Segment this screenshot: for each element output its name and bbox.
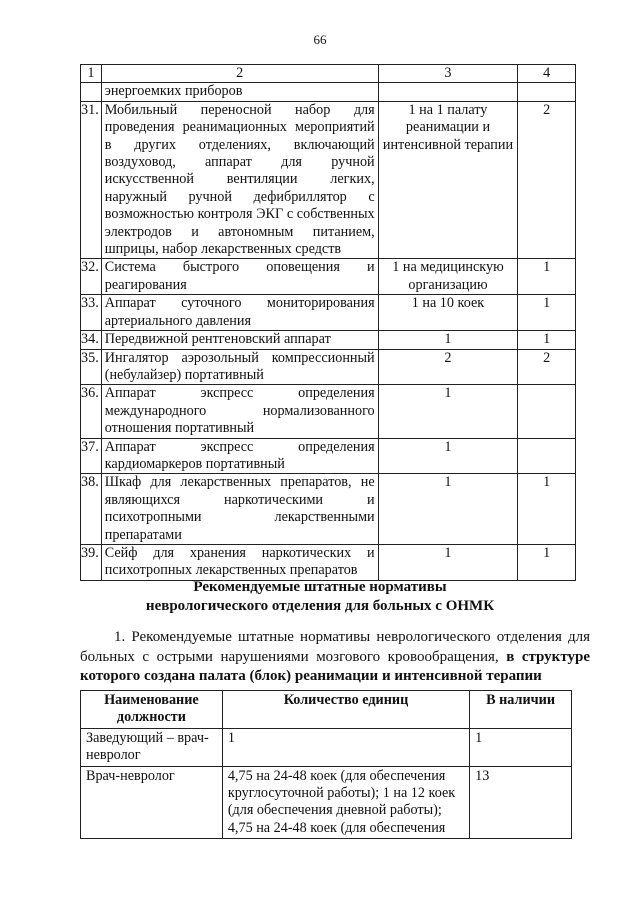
header-cell: 3 (378, 65, 518, 83)
table-row (81, 259, 576, 295)
row-number: 36. (81, 385, 102, 438)
row-count: 1 (222, 728, 469, 766)
row-position: Заведующий – врач-невролог (81, 728, 223, 766)
row-norm: 1 (378, 544, 518, 580)
row-quantity (518, 438, 576, 474)
staff-table (80, 690, 572, 839)
row-available: 1 (470, 728, 572, 766)
header-cell: В наличии (470, 691, 572, 729)
row-quantity (518, 385, 576, 438)
table-row (81, 766, 572, 839)
row-norm: 1 на 10 коек (378, 295, 518, 331)
row-quantity: 2 (518, 101, 576, 259)
row-name: Шкаф для лекарственных препаратов, не являющихся наркотическими и психотропными лекарственными препаратами (101, 474, 378, 545)
table-row (81, 349, 576, 385)
row-number: 34. (81, 331, 102, 349)
row-quantity: 1 (518, 331, 576, 349)
row-quantity: 1 (518, 474, 576, 545)
section-title (0, 578, 640, 616)
row-norm: 2 (378, 349, 518, 385)
row-count: 4,75 на 24-48 коек (для обеспечения круглосуточной работы); 1 на 12 коек (для обеспечения дневной работы); 4,75 на 24-48 коек (для обеспечения (222, 766, 469, 839)
row-name: Аппарат экспресс определения международного нормализованного отношения портативный (101, 385, 378, 438)
table-row (81, 101, 576, 259)
paragraph-bold-text: в структуре которого создана палата (блок) реанимации и интенсивной терапии (80, 648, 590, 684)
row-number: 38. (81, 474, 102, 545)
table-row (81, 295, 576, 331)
row-available: 13 (470, 766, 572, 839)
row-name: энергоемких приборов (101, 83, 378, 101)
row-quantity: 1 (518, 544, 576, 580)
table-row (81, 438, 576, 474)
table-header-row (81, 65, 576, 83)
equipment-table (80, 64, 576, 581)
section-title-line: неврологического отделения для больных с ОНМК (145, 598, 495, 614)
row-norm: 1 на медицинскую организацию (378, 259, 518, 295)
table-row (81, 331, 576, 349)
table-row (81, 83, 576, 101)
row-name: Аппарат экспресс определения кардиомаркеров портативный (101, 438, 378, 474)
row-number: 35. (81, 349, 102, 385)
row-number: 33. (81, 295, 102, 331)
row-norm: 1 (378, 385, 518, 438)
row-name: Аппарат суточного мониторирования артериального давления (101, 295, 378, 331)
header-cell: 4 (518, 65, 576, 83)
row-name: Передвижной рентгеновский аппарат (101, 331, 378, 349)
row-name: Мобильный переносной набор для проведения реанимационных мероприятий в других отделениях, включающий воздуховод, аппарат для ручной искусственной вентиляции легких, наружный ручной дефибриллятор с возможностью контроля ЭКГ с собственных электродов и автономным питанием, шприцы, набор лекарственных средств (101, 101, 378, 259)
row-number: 31. (81, 101, 102, 259)
row-norm: 1 (378, 438, 518, 474)
row-norm: 1 на 1 палату реанимации и интенсивной терапии (378, 101, 518, 259)
row-number: 32. (81, 259, 102, 295)
row-number: 37. (81, 438, 102, 474)
row-norm: 1 (378, 474, 518, 545)
row-name: Сейф для хранения наркотических и психотропных лекарственных препаратов (101, 544, 378, 580)
table-row (81, 385, 576, 438)
row-quantity: 2 (518, 349, 576, 385)
row-quantity: 1 (518, 259, 576, 295)
header-cell: Наименование должности (81, 691, 223, 729)
page-number: 66 (313, 32, 327, 47)
row-name: Система быстрого оповещения и реагирования (101, 259, 378, 295)
row-quantity: 1 (518, 295, 576, 331)
table-row (81, 474, 576, 545)
header-cell: 1 (81, 65, 102, 83)
paragraph-text: 1. Рекомендуемые штатные нормативы неврологического отделения для больных с острыми нарушениями мозгового кровообращения, (80, 629, 590, 665)
row-norm: 1 (378, 331, 518, 349)
row-name: Ингалятор аэрозольный компрессионный (небулайзер) портативный (101, 349, 378, 385)
header-cell: 2 (101, 65, 378, 83)
table-row (81, 544, 576, 580)
table-row (81, 728, 572, 766)
table-header-row (81, 691, 572, 729)
header-cell: Количество единиц (222, 691, 469, 729)
row-position: Врач-невролог (81, 766, 223, 839)
paragraph (80, 628, 590, 687)
row-number: 39. (81, 544, 102, 580)
section-title-line: Рекомендуемые штатные нормативы (193, 579, 447, 595)
